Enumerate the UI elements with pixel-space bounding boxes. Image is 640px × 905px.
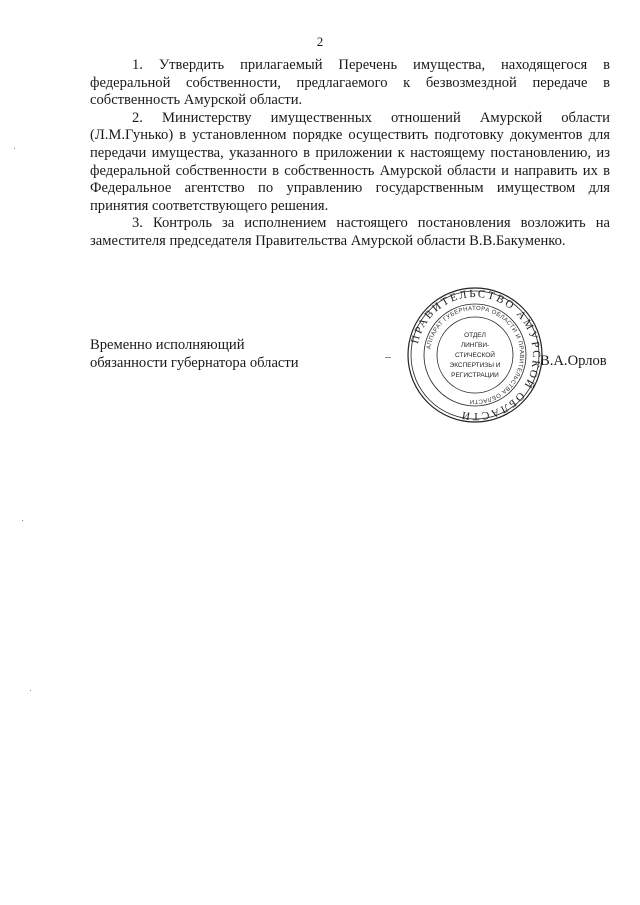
paragraph-1: 1. Утвердить прилагаемый Перечень имущества, находящегося в федеральной собственности, предлагаемого к безвозмездной передаче в собственность Амурской области.: [90, 57, 610, 109]
position-line-1: Временно исполняющий: [90, 337, 245, 353]
scan-mark: [30, 690, 31, 691]
stamp-center-line: СТИЧЕСКОЙ: [455, 352, 495, 359]
stamp-center-line: РЕГИСТРАЦИИ: [451, 372, 499, 379]
page-number: 2: [316, 34, 324, 49]
stamp-inner-text: АППАРАТ ГУБЕРНАТОРА ОБЛАСТИ И ПРАВИТЕЛЬСТВА ОБЛАСТИ: [426, 305, 525, 405]
stamp-center-line: ОТДЕЛ: [464, 332, 486, 339]
signatory-position: [90, 336, 299, 372]
paragraph-2: 2. Министерству имущественных отношений Амурской области (Л.М.Гунько) в установленном порядке осуществить подготовку документов для передачи имущества, указанного в приложении к настоящему постановлению, из федеральной собственности в собственность Амурской области и направить их в Федеральное агентство по управлению государственным имуществом для принятия соответствующего решения.: [90, 109, 610, 214]
position-line-2: обязанности губернатора области: [90, 355, 299, 371]
scan-mark: [14, 148, 15, 149]
scan-mark: [22, 520, 23, 521]
official-stamp: [405, 285, 545, 425]
scan-mark: [385, 357, 391, 358]
stamp-outer-text: ПРАВИТЕЛЬСТВО АМУРСКОЙ ОБЛАСТИ: [409, 287, 543, 423]
paragraph-3: 3. Контроль за исполнением настоящего постановления возложить на заместителя председателя Правительства Амурской области В.В.Бакуменко.: [90, 215, 610, 249]
signatory-name: В.А.Орлов: [540, 353, 607, 369]
stamp-center-line: ЛИНГВИ-: [460, 342, 490, 349]
stamp-center-line: ЭКСПЕРТИЗЫ И: [449, 362, 501, 369]
document-body: [90, 57, 610, 251]
